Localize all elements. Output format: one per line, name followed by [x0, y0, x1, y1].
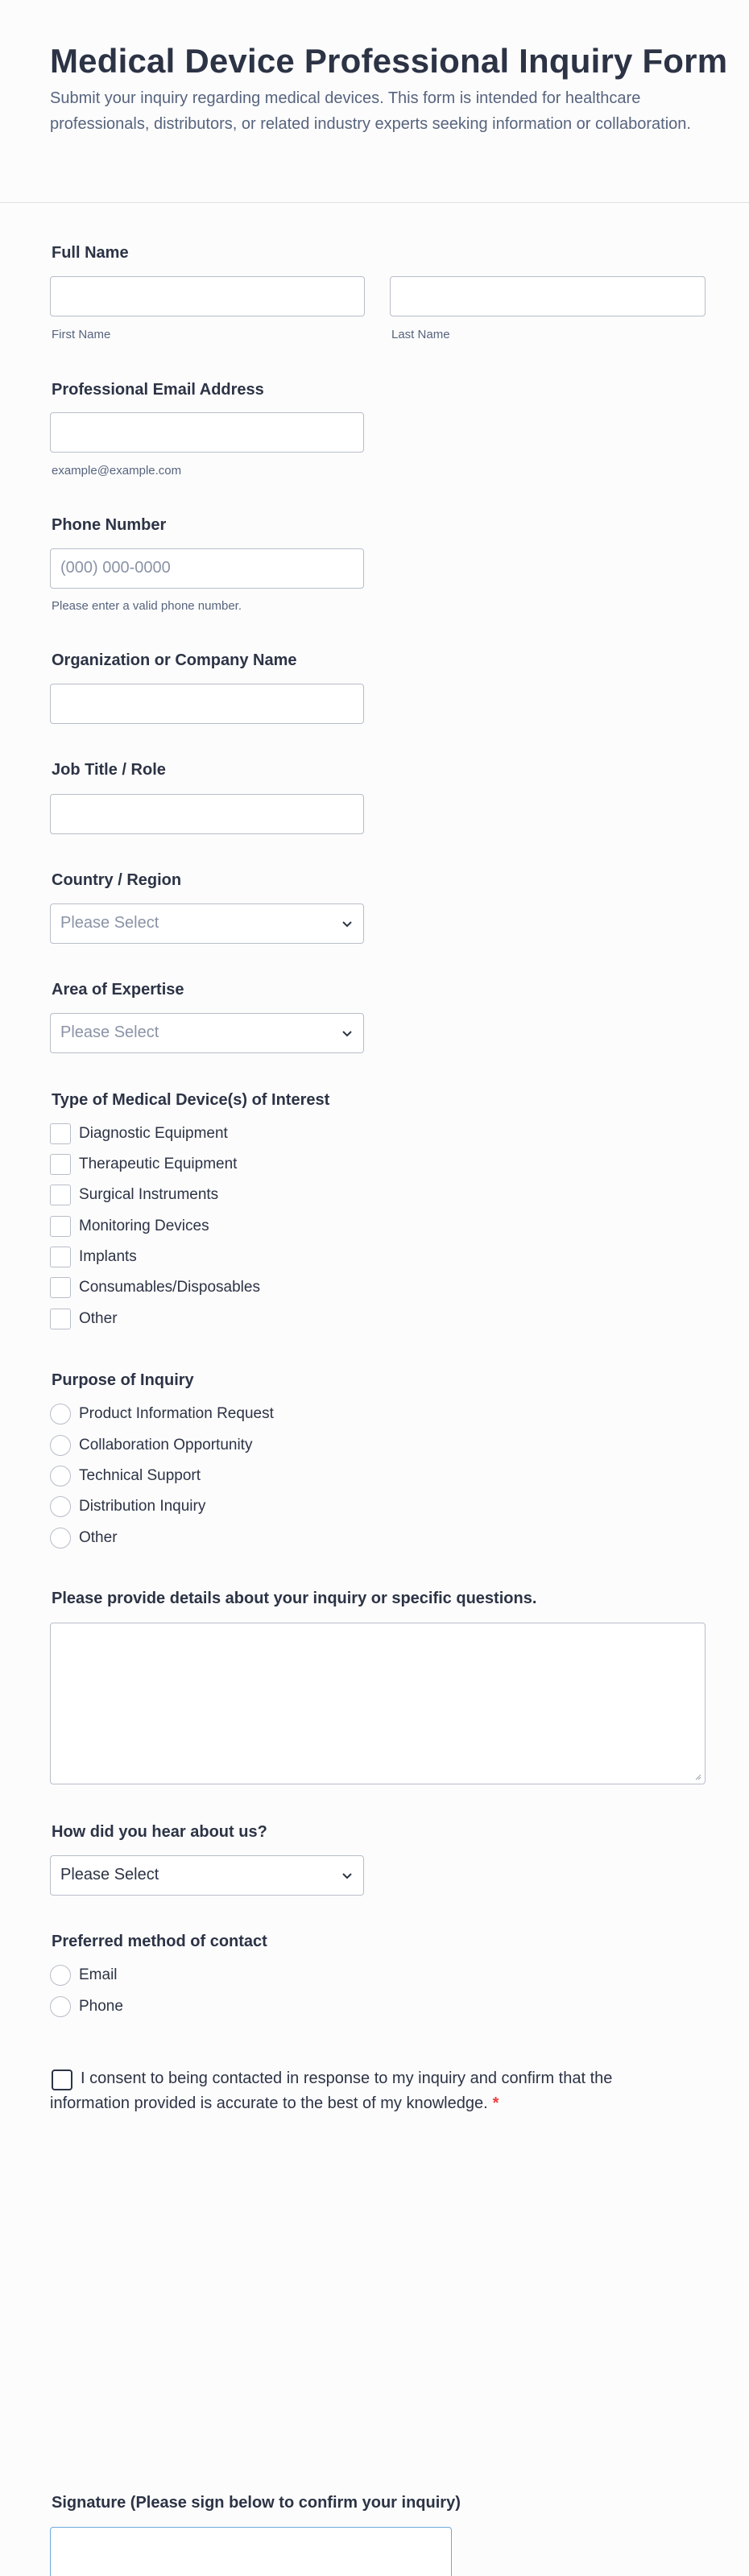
referral-selected: Please Select	[60, 1866, 159, 1883]
last-name-sublabel: Last Name	[391, 328, 450, 341]
signature-label: Signature (Please sign below to confirm your inquiry)	[52, 2494, 461, 2512]
details-textarea[interactable]	[50, 1623, 706, 1784]
chevron-down-icon	[341, 917, 354, 930]
radio-icon[interactable]	[50, 1466, 71, 1486]
radio-icon[interactable]	[50, 1965, 71, 1986]
checkbox-icon[interactable]	[50, 1277, 71, 1298]
chevron-down-icon	[341, 1027, 354, 1040]
email-input[interactable]	[50, 412, 364, 453]
email-sublabel: example@example.com	[52, 464, 182, 478]
radio-icon[interactable]	[50, 1496, 71, 1517]
job-title-input[interactable]	[50, 794, 364, 834]
form-description: Submit your inquiry regarding medical devices. This form is intended for healthcare professionals, distributors, or related industry experts seeking information or collaboration.	[50, 89, 691, 133]
expertise-selected: Please Select	[60, 1023, 159, 1041]
purpose-label: Purpose of Inquiry	[52, 1371, 194, 1389]
expertise-select[interactable]	[50, 1013, 364, 1053]
form-title: Medical Device Professional Inquiry Form	[50, 42, 728, 80]
checkbox-icon[interactable]	[50, 1154, 71, 1175]
phone-input[interactable]: (000) 000-0000	[50, 548, 364, 589]
checkbox-icon[interactable]	[50, 1216, 71, 1237]
contact-method-label: Preferred method of contact	[52, 1933, 267, 1950]
job-title-label: Job Title / Role	[52, 761, 166, 779]
expertise-label: Area of Expertise	[52, 981, 184, 999]
checkbox-icon[interactable]	[50, 1309, 71, 1329]
resize-handle-icon[interactable]	[693, 1772, 701, 1780]
phone-label: Phone Number	[52, 516, 167, 534]
first-name-input[interactable]	[50, 276, 365, 316]
country-selected: Please Select	[60, 914, 159, 932]
device-types-label: Type of Medical Device(s) of Interest	[52, 1091, 330, 1109]
required-asterisk: *	[492, 2094, 499, 2112]
signature-pad[interactable]	[50, 2527, 452, 2576]
checkbox-icon[interactable]	[50, 1185, 71, 1205]
country-label: Country / Region	[52, 871, 182, 889]
checkbox-icon[interactable]	[50, 1123, 71, 1144]
organization-input[interactable]	[50, 684, 364, 724]
checkbox-icon[interactable]	[50, 1247, 71, 1267]
referral-select[interactable]	[50, 1855, 364, 1896]
email-label: Professional Email Address	[52, 381, 264, 399]
radio-icon[interactable]	[50, 1996, 71, 2017]
phone-sublabel: Please enter a valid phone number.	[52, 599, 242, 613]
full-name-label: Full Name	[52, 244, 129, 262]
chevron-down-icon	[341, 1869, 354, 1882]
referral-label: How did you hear about us?	[52, 1823, 267, 1841]
radio-icon[interactable]	[50, 1404, 71, 1424]
organization-label: Organization or Company Name	[52, 651, 297, 669]
last-name-input[interactable]	[390, 276, 706, 316]
form-header	[0, 0, 749, 203]
radio-icon[interactable]	[50, 1528, 71, 1548]
first-name-sublabel: First Name	[52, 328, 111, 341]
country-select[interactable]	[50, 903, 364, 944]
details-label: Please provide details about your inquiry or specific questions.	[52, 1590, 537, 1607]
radio-icon[interactable]	[50, 1435, 71, 1456]
consent-text: I consent to being contacted in response to my inquiry and confirm that the information provided is accurate to the best of my knowledge.	[50, 2069, 613, 2112]
consent-statement	[50, 2066, 662, 2116]
